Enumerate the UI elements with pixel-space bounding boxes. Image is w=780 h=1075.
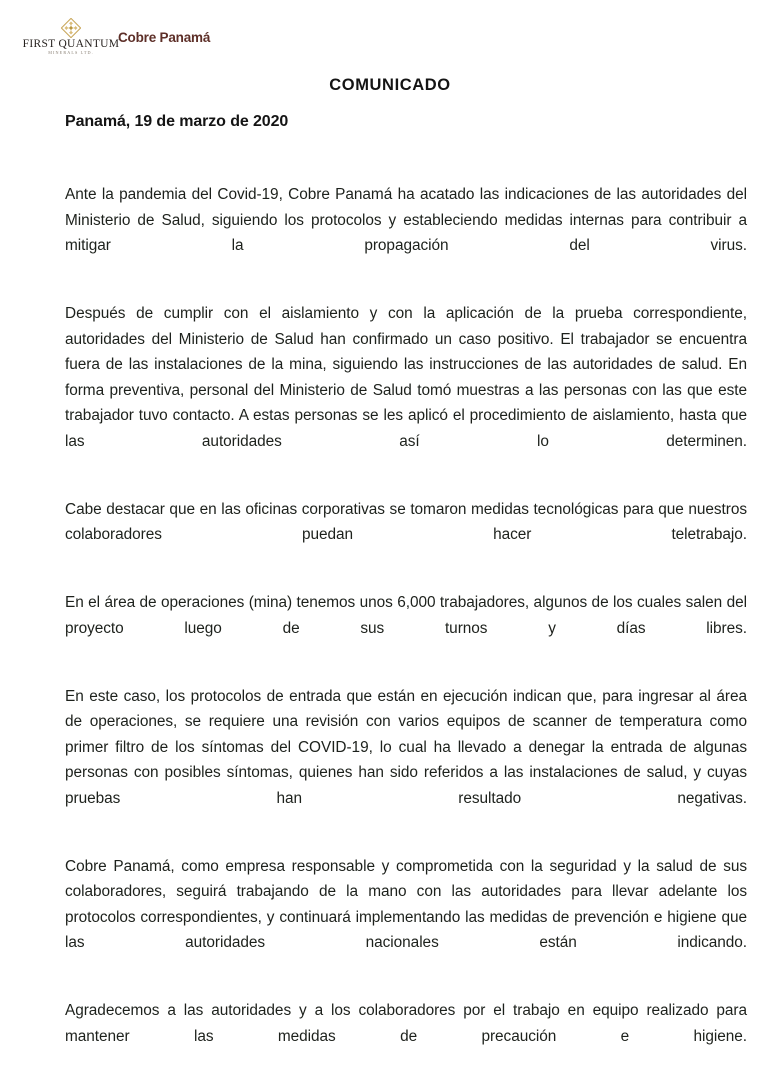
body-paragraph: Cobre Panamá, como empresa responsable y comprometida con la seguridad y la salud de sus colaboradores, seguirá trabajando de la mano con las autoridades para llevar adelante los protocolos correspondientes, y continuará implementando las medidas de prevención e higiene que las autoridades nacionales están indicando. — [65, 857, 747, 951]
first-quantum-logo — [20, 18, 122, 56]
document-body — [65, 182, 747, 1075]
first-quantum-subtitle: MINERALS LTD. — [48, 50, 94, 55]
cobre-panama-logo: Cobre Panamá — [118, 30, 211, 45]
diamond-quatrefoil-emblem-icon — [61, 18, 81, 38]
body-paragraph: En este caso, los protocolos de entrada que están en ejecución indican que, para ingresar al área de operaciones, se requiere una revisión con varios equipos de scanner de temperatura como primer filtro de los síntomas del COVID-19, lo cual ha llevado a denegar la entrada de algunas personas con posibles síntomas, quienes han sido referidos a las instalaciones de salud, y cuyas pruebas han resultado negativas. — [65, 687, 747, 807]
body-paragraph: Después de cumplir con el aislamiento y con la aplicación de la prueba correspondiente, autoridades del Ministerio de Salud han confirmado un caso positivo. El trabajador se encuentra fuera de las instalaciones de la mina, siguiendo las instrucciones de las autoridades de salud. En forma preventiva, personal del Ministerio de Salud tomó muestras a las personas con las que este trabajador tuvo contacto. A estas personas se les aplicó el procedimiento de aislamiento, hasta que las autoridades así lo determinen. — [65, 305, 747, 450]
letterhead — [0, 0, 780, 68]
page-title: COMUNICADO — [329, 76, 451, 94]
body-paragraph: Cabe destacar que en las oficinas corporativas se tomaron medidas tecnológicas para que nuestros colaboradores puedan hacer teletrabajo. — [65, 500, 747, 543]
body-paragraph: Agradecemos a las autoridades y a los colaboradores por el trabajo en equipo realizado para mantener las medidas de precaución e higiene. — [65, 1002, 747, 1045]
body-paragraph: Ante la pandemia del Covid-19, Cobre Panamá ha acatado las indicaciones de las autoridades del Ministerio de Salud, siguiendo los protocolos y estableciendo medidas internas para contribuir a mitigar la propagación del virus. — [65, 186, 747, 254]
dateline: Panamá, 19 de marzo de 2020 — [65, 113, 289, 130]
first-quantum-wordmark: FIRST QUANTUM — [22, 38, 120, 50]
body-paragraph: En el área de operaciones (mina) tenemos unos 6,000 trabajadores, algunos de los cuales salen del proyecto luego de sus turnos y días libres. — [65, 594, 747, 637]
